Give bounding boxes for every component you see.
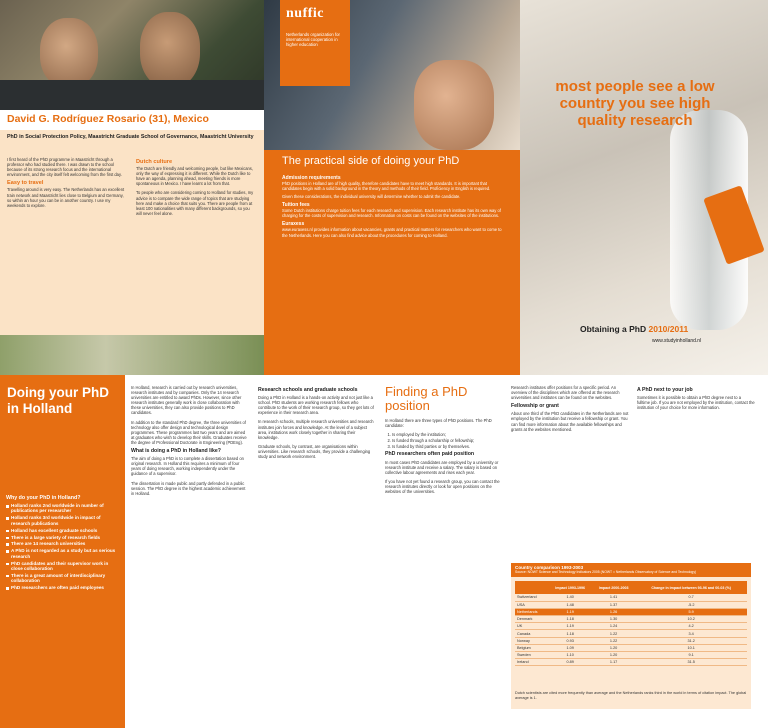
body-paragraph: If you have not yet found a research group, you can contact the research institutes directly or look for open positions on the websites of the universities. [385, 478, 500, 495]
country-comparison-box [511, 563, 751, 709]
text-column-b [258, 385, 376, 463]
reason-item: Holland has excellent graduate schools [6, 528, 120, 533]
table-header-cell: Change in impact between 93-96 and 00-03 (%) [635, 581, 747, 594]
practical-heading: Euraxess [282, 221, 305, 228]
finding-title: Finding a PhD position [385, 384, 468, 413]
country-name-cell: Norway [515, 637, 548, 644]
body-paragraph: Research institutes offer positions for a specific period. An overview of the disciplines which are offered at the research universities and institutes can be found on the websites. [511, 385, 620, 401]
table-row [515, 608, 747, 615]
table-cell: -5.2 [635, 601, 747, 608]
reason-item: PhD researchers are often paid employees [6, 585, 120, 590]
country-table-body [515, 594, 747, 666]
profile-paragraph: Travelling around is very easy. The Netherlands has an excellent train network and Maastricht lies close to Belgium and Germany, so within an hour you can be in another country. I use my weekends to explore. [7, 187, 125, 208]
profile-heading: Dutch culture [136, 159, 173, 165]
text-column-e [637, 385, 755, 414]
practical-paragraph: PhD positions in Holland are of high quality, therefore candidates have to meet high standards. It is important that candidates begin with a solid background in the theory and methods of their field. Proficiency in English is required. [282, 181, 491, 192]
profile-paragraph: The Dutch are friendly and welcoming people, but like Mexicans, only the way of expressing it is different. While the Dutch like to have an agenda, planning ahead, meeting friends is more spontaneous in Mexico. I have learnt a lot from that. [136, 166, 253, 187]
practical-heading: Admission requirements [282, 175, 341, 181]
table-row [515, 644, 747, 651]
section-heading: Fellowship or grant [511, 403, 559, 410]
middle-panel [264, 0, 520, 375]
table-cell: 9.1 [635, 652, 747, 659]
table-row [515, 594, 747, 601]
country-name-cell: Sweden [515, 652, 548, 659]
text-column-c [385, 385, 503, 498]
table-cell: 1.26 [592, 608, 635, 615]
country-name-cell: Belgium [515, 644, 548, 651]
table-cell: 1.10 [548, 652, 591, 659]
table-cell: 3.4 [635, 630, 747, 637]
table-cell: 31.2 [635, 637, 747, 644]
country-name-cell: Switzerland [515, 594, 548, 601]
why-title: Why do your PhD in Holland? [6, 495, 81, 501]
section-heading: A PhD next to your job [637, 387, 693, 393]
position-type: 1. Is employed by the institution; [392, 432, 503, 437]
table-row [515, 601, 747, 608]
table-cell: 1.22 [592, 630, 635, 637]
table-cell: 10.1 [635, 644, 747, 651]
body-paragraph: The aim of doing a PhD is to complete a dissertation based on original research. In Holland this requires a minimum of four years of doing research, working independently under the guidance of a supervisor. [131, 456, 244, 477]
table-header-cell: Impact 1993-1996 [548, 581, 591, 594]
table-cell: 1.48 [548, 601, 591, 608]
text-column-a [131, 385, 249, 500]
market-photo [0, 335, 264, 375]
table-row [515, 630, 747, 637]
table-cell: 1.09 [548, 644, 591, 651]
table-cell: 1.41 [592, 594, 635, 601]
table-row [515, 616, 747, 623]
body-paragraph: About one third of the PhD candidates in the Netherlands are not employed by the institution but receive a fellowship or grant. You can find more information about the available fellowships and grants at the websites mentioned. [511, 411, 629, 432]
country-name-cell: UK [515, 623, 548, 630]
body-paragraph: In research schools, multiple research universities and research institutes join forces and knowledge. At the level of a subject area, institutions work closely together in sharing their knowledge. [258, 419, 374, 440]
student-face [40, 18, 98, 88]
table-cell: 1.40 [548, 594, 591, 601]
table-header-cell: Impact 2000-2003 [592, 581, 635, 594]
profile-paragraph: I first heard of the PhD programme in Maastricht through a professor who had studied there. I was drawn to the school because of its strong research focus and the international environment, and the city itself felt welcoming from the first day. [7, 157, 122, 178]
body-paragraph: Graduate schools, by contrast, are organisations within universities. Like research schools, they provide a challenging study and network environment. [258, 443, 371, 460]
reason-item: Holland ranks 3rd worldwide in impact of research publications [6, 515, 120, 526]
cover-obtaining [580, 324, 688, 334]
table-cell: 1.17 [592, 659, 635, 666]
practical-paragraph: Given these considerations, the individual university will determine whether to admit the candidate. [282, 194, 461, 200]
body-paragraph: Sometimes it is possible to obtain a PhD degree next to a fulltime job. If you are not employed by the institution, contact the institution of your choice for more information. [637, 395, 755, 411]
table-cell: 1.18 [548, 616, 591, 623]
country-name-cell: USA [515, 601, 548, 608]
table-cell: 1.37 [592, 601, 635, 608]
obtain-label: Obtaining a PhD [580, 324, 647, 334]
country-name-cell: Ireland [515, 659, 548, 666]
practical-paragraph: Some Dutch institutions charge tuition fees for each research and supervision. Each research institute has its own way of charging for the costs of supervision and research. Information on costs can be found on the websites of the institutions. [282, 208, 501, 219]
photo-shadow [0, 80, 264, 110]
profile-column-1 [7, 157, 126, 212]
profile-namebar [0, 110, 264, 130]
table-cell: 31.5 [635, 659, 747, 666]
practical-title: The practical side of doing your PhD [282, 155, 460, 167]
table-cell: 1.19 [548, 608, 591, 615]
practical-heading: Tuition fees [282, 202, 310, 209]
body-paragraph: In Holland, research is carried out by research universities, research institutes and by companies. Only the 14 research universities are entitled to award PhDs. However, since other research institutes generally work in close collaboration with these universities, they can also provide positions to PhD candidates. [131, 385, 242, 416]
body-paragraph: Doing a PhD in Holland is a hands-on activity and not just like a school. PhD students are working research fellows who contribute to the work of their research group, so they get lots of experience in their research area. [258, 395, 374, 416]
body-paragraph: In addition to the standard PhD degree, the three universities of technology also offer design and technological design programmes. These programmes last two years and are aimed at graduates who wish to develop their skills. Graduates receive the degree of Professional Doctorate in Engineering (PDEng). [131, 419, 247, 445]
profile-column-2 [136, 157, 255, 220]
nuffic-logo: nuffic [286, 6, 324, 21]
doing-panel [0, 375, 125, 728]
table-row [515, 659, 747, 666]
reason-item: A PhD is not regarded as a study but as serious research [6, 548, 120, 559]
body-paragraph: In Holland there are three types of PhD positions. The PhD candidate: [385, 418, 492, 429]
profile-paragraph: To people who are considering coming to Holland for studies, my advice is to compare the wide range of topics that are studying here and make a choice that suits you. There are people from at least 100 nationalities with many different backgrounds, so you will never feel alone. [136, 190, 254, 216]
table-cell: 1.18 [548, 630, 591, 637]
text-column-d [511, 385, 629, 436]
section-heading: What is doing a PhD in Holland like? [131, 448, 221, 455]
nuffic-tagline: Netherlands organization for international cooperation in higher education [286, 32, 340, 48]
hand-shape [414, 60, 494, 150]
practical-paragraph: www.euraxess.nl provides information about vacancies, grants and practical matters for researchers who want to come to the Netherlands. Here you can also find advice about the procedures for coming to Holland. [282, 227, 502, 238]
cover-headline: most people see a low country you see high quality research [555, 78, 715, 129]
country-name-cell: Canada [515, 630, 548, 637]
profile-name: David G. Rodríguez Rosario (31), Mexico [7, 113, 209, 125]
body-paragraph: The dissertation is made public and partly defended in a public session. The PhD degree is the highest academic achievement in Holland. [131, 480, 246, 496]
table-cell: 1.20 [592, 652, 635, 659]
table-row [515, 637, 747, 644]
country-name-cell: Denmark [515, 616, 548, 623]
practical-box [282, 155, 507, 360]
doing-title: Doing your PhD in Holland [7, 385, 109, 416]
position-type: 2. Is funded through a scholarship or fellowship; [392, 438, 503, 443]
table-cell: 0.7 [635, 594, 747, 601]
reason-item: There are 14 research universities [6, 541, 120, 546]
cover-panel [520, 0, 768, 375]
table-row [515, 652, 747, 659]
nuffic-logo-block [280, 0, 350, 86]
body-paragraph: In most cases PhD candidates are employed by a university or research institute and receive a salary. The salary is based on collective labour agreements and rises each year. [385, 459, 499, 475]
table-cell: 1.24 [592, 623, 635, 630]
student-face [140, 12, 200, 88]
obtain-year: 2010/2011 [648, 324, 689, 334]
cover-website: www.studyinholland.nl [652, 338, 702, 344]
country-header [511, 563, 751, 577]
country-name-cell: Netherlands [515, 608, 548, 615]
reason-item: There is a large variety of research fields [6, 535, 120, 540]
country-title: Country comparison 1993-2003 [515, 565, 584, 570]
table-cell: 5.9 [635, 608, 747, 615]
section-heading: PhD researchers often paid position [385, 451, 475, 458]
table-cell: 0.89 [548, 659, 591, 666]
table-cell: 1.19 [548, 623, 591, 630]
country-subtitle: Source: NOWT Science and Technology Indicators 2005 (NOWT = Netherlands Observatory of Science and Technology) [515, 570, 697, 574]
why-box [6, 495, 120, 592]
table-header-row [515, 581, 747, 594]
country-note: Dutch scientists are cited more frequently than average and the Netherlands ranks third in the world in terms of citation impact. The global average is 1. [515, 691, 747, 700]
position-type: 3. Is funded by third parties or by themselves. [392, 444, 503, 449]
table-cell: 0.93 [548, 637, 591, 644]
brochure-inside [0, 375, 768, 728]
table-cell: 1.22 [592, 637, 635, 644]
student-photo [0, 0, 264, 110]
reason-item: PhD candidates and their supervisor work in close collaboration [6, 561, 120, 572]
table-cell: 4.2 [635, 623, 747, 630]
table-row [515, 623, 747, 630]
section-heading: Research schools and graduate schools [258, 387, 358, 393]
reason-item: Holland ranks 2nd worldwide in number of publications per researcher [6, 503, 120, 514]
table-cell: 1.20 [592, 644, 635, 651]
profile-title: PhD in Social Protection Policy, Maastricht Graduate School of Governance, Maastricht University [7, 134, 254, 140]
country-table [515, 581, 747, 666]
reason-item: There is a great amount of interdisciplinary collaboration [6, 573, 120, 584]
table-cell: 1.30 [592, 616, 635, 623]
table-cell: 10.2 [635, 616, 747, 623]
table-header-cell [515, 581, 548, 594]
profile-heading: Easy to travel [7, 180, 44, 187]
